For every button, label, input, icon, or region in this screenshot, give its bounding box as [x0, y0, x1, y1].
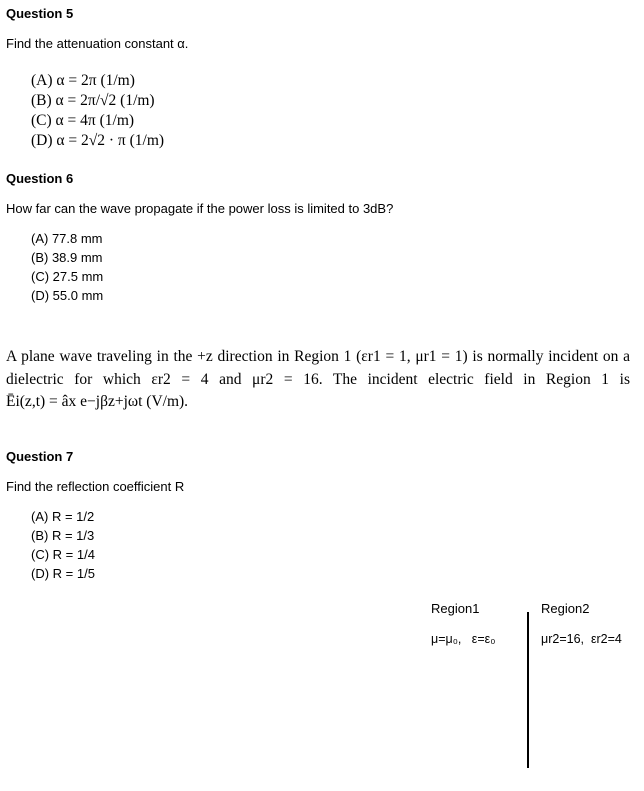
region1-params: μ=μ₀, ε=ε₀: [431, 632, 496, 646]
question-5-options: [31, 71, 164, 151]
problem-statement: [6, 346, 630, 414]
q6-option-a: (A) 77.8 mm: [31, 231, 103, 246]
region2-label: Region2: [541, 601, 590, 616]
problem-statement-line-1: A plane wave traveling in the +z direction in Region 1 (εr1 = 1, μr1 = 1) is normally incident on a: [6, 348, 630, 365]
region-boundary-line: [527, 612, 529, 768]
question-6-heading: Question 6: [6, 171, 74, 186]
question-6-prompt: How far can the wave propagate if the power loss is limited to 3dB?: [6, 201, 394, 216]
q7-option-d: (D) R = 1/5: [31, 566, 95, 581]
question-7-prompt: Find the reflection coefficient R: [6, 479, 185, 494]
question-5-heading: Question 5: [6, 6, 74, 21]
question-7-options: [31, 507, 95, 583]
problem-statement-line-3: Ēi(z,t) = âx e−jβz+jωt (V/m).: [6, 393, 189, 410]
question-5-prompt: Find the attenuation constant α.: [6, 36, 189, 51]
q5-option-c: (C) α = 4π (1/m): [31, 112, 135, 129]
q5-option-d: (D) α = 2√2 · π (1/m): [31, 132, 165, 149]
q7-option-c: (C) R = 1/4: [31, 547, 95, 562]
problem-statement-line-2: dielectric for which εr2 = 4 and μr2 = 16. The incident electric field in Region 1 is: [6, 370, 630, 388]
q6-option-c: (C) 27.5 mm: [31, 269, 104, 284]
q5-option-a: (A) α = 2π (1/m): [31, 72, 135, 89]
q7-option-a: (A) R = 1/2: [31, 509, 95, 524]
region2-params: μr2=16, εr2=4: [541, 632, 622, 646]
question-6-options: [31, 229, 103, 305]
q5-option-b: (B) α = 2π/√2 (1/m): [31, 92, 155, 109]
q6-option-d: (D) 55.0 mm: [31, 288, 104, 303]
region1-label: Region1: [431, 601, 480, 616]
q7-option-b: (B) R = 1/3: [31, 528, 95, 543]
question-7-heading: Question 7: [6, 449, 74, 464]
q6-option-b: (B) 38.9 mm: [31, 250, 103, 265]
